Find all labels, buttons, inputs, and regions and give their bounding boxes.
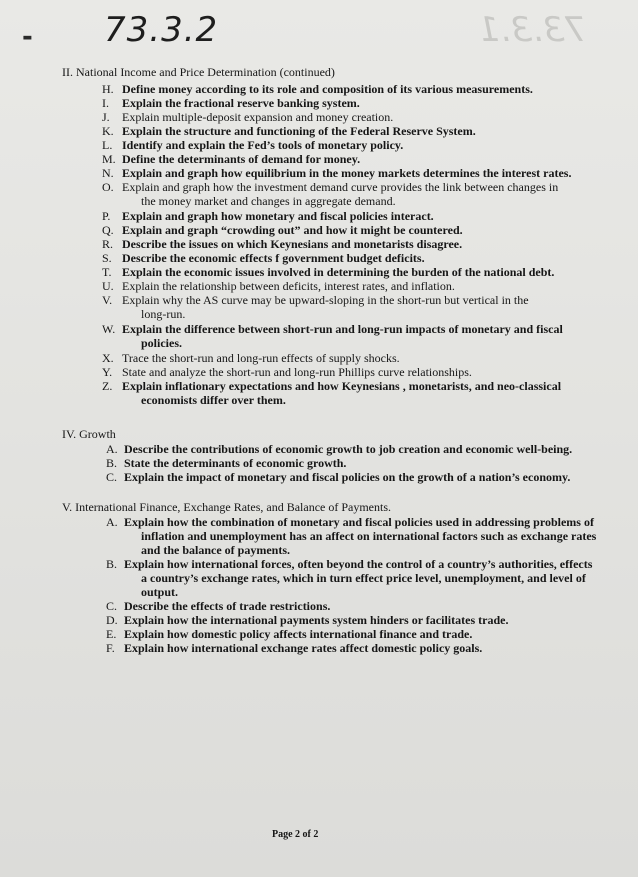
item-letter: S. [102, 251, 112, 265]
item-letter: R. [102, 237, 114, 251]
item-text: State the determinants of economic growth. [124, 456, 347, 470]
item-letter: D. [106, 613, 118, 627]
item-letter: T. [102, 265, 112, 279]
bleed-through-number: 73.3.1 [478, 10, 587, 50]
item-text: Explain the economic issues involved in determining the burden of the national debt. [122, 265, 555, 279]
item-text: Explain inflationary expectations and how Keynesians , monetarists, and neo-classical [122, 379, 562, 393]
item-text-continued: and the balance of payments. [141, 543, 291, 557]
item-letter: Y. [102, 365, 113, 379]
item-text: Explain and graph how equilibrium in the money markets determines the interest rates. [122, 166, 572, 180]
item-letter: B. [106, 557, 118, 571]
item-text: Explain how domestic policy affects international finance and trade. [124, 627, 473, 641]
item-text: Describe the issues on which Keynesians and monetarists disagree. [122, 237, 463, 251]
item-text: Explain the impact of monetary and fiscal policies on the growth of a nation’s economy. [124, 470, 571, 484]
item-text: Explain and graph “crowding out” and how it might be countered. [122, 223, 463, 237]
item-text: Explain the difference between short-run and long-run impacts of monetary and fiscal [122, 322, 563, 336]
item-text: Explain how international forces, often beyond the control of a country’s authorities, effects [124, 557, 593, 571]
item-text-continued: inflation and unemployment has an affect on international factors such as exchange rates [141, 529, 597, 543]
item-text: Explain the relationship between deficits, interest rates, and inflation. [122, 279, 455, 293]
item-letter: B. [106, 456, 118, 470]
item-letter: X. [102, 351, 114, 365]
section-heading-v: V. International Finance, Exchange Rates, and Balance of Payments. [62, 500, 392, 514]
item-letter: V. [102, 293, 113, 307]
item-letter: A. [106, 442, 118, 456]
item-letter: K. [102, 124, 114, 138]
item-letter: U. [102, 279, 114, 293]
item-letter: N. [102, 166, 114, 180]
item-letter: Z. [102, 379, 113, 393]
item-letter: C. [106, 470, 118, 484]
item-letter: H. [102, 82, 114, 96]
item-text-continued: the money market and changes in aggregate demand. [141, 194, 396, 208]
item-letter: F. [106, 641, 115, 655]
item-text: Explain how international exchange rates affect domestic policy goals. [124, 641, 483, 655]
section-heading-iv: IV. Growth [62, 427, 116, 441]
item-text: Explain and graph how monetary and fiscal policies interact. [122, 209, 434, 223]
item-letter: Q. [102, 223, 114, 237]
item-text: Identify and explain the Fed’s tools of monetary policy. [122, 138, 404, 152]
section-heading-ii: II. National Income and Price Determination (continued) [62, 65, 335, 79]
item-text: Describe the economic effects f government budget deficits. [122, 251, 425, 265]
item-text: Explain and graph how the investment demand curve provides the link between changes in [122, 180, 559, 194]
item-text-continued: output. [141, 585, 179, 599]
item-text: Define the determinants of demand for money. [122, 152, 361, 166]
item-text: Describe the contributions of economic growth to job creation and economic well-being. [124, 442, 573, 456]
item-text: Explain the fractional reserve banking system. [122, 96, 360, 110]
item-letter: L. [102, 138, 113, 152]
item-text-continued: long-run. [141, 307, 186, 321]
item-text-continued: policies. [141, 336, 182, 350]
item-letter: E. [106, 627, 117, 641]
item-text: State and analyze the short-run and long-run Phillips curve relationships. [122, 365, 472, 379]
handwritten-dash: - [22, 22, 33, 52]
item-text: Explain how the combination of monetary and fiscal policies used in addressing problems of [124, 515, 594, 529]
item-text: Explain why the AS curve may be upward-sloping in the short-run but vertical in the [122, 293, 529, 307]
item-text: Explain multiple-deposit expansion and money creation. [122, 110, 394, 124]
page-footer: Page 2 of 2 [272, 829, 319, 840]
item-letter: A. [106, 515, 118, 529]
item-letter: W. [102, 322, 116, 336]
item-letter: I. [102, 96, 109, 110]
item-letter: O. [102, 180, 114, 194]
item-letter: C. [106, 599, 118, 613]
item-text: Trace the short-run and long-run effects of supply shocks. [122, 351, 400, 365]
item-letter: M. [102, 152, 116, 166]
item-text-continued: economists differ over them. [141, 393, 286, 407]
item-letter: P. [102, 209, 111, 223]
item-text-continued: a country’s exchange rates, which in turn effect price level, unemployment, and level of [141, 571, 586, 585]
item-text: Explain how the international payments system hinders or facilitates trade. [124, 613, 509, 627]
handwritten-number: 73.3.2 [104, 10, 219, 50]
item-text: Describe the effects of trade restrictions. [124, 599, 331, 613]
item-text: Define money according to its role and composition of its various measurements. [122, 82, 533, 96]
item-text: Explain the structure and functioning of the Federal Reserve System. [122, 124, 476, 138]
item-letter: J. [102, 110, 110, 124]
